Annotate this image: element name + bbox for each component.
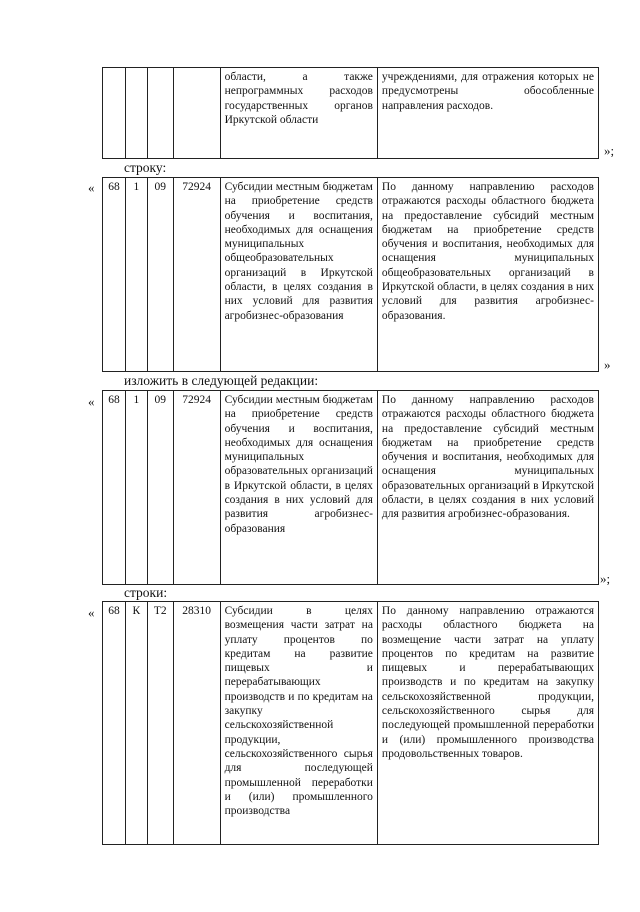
name-cell: области, а также непрограммных расходов государственных органов Иркутской области <box>221 68 378 158</box>
code-cell: 1 <box>126 178 148 371</box>
code-cell-empty <box>148 68 174 158</box>
code-cell-empty <box>174 68 221 158</box>
code-cell: 68 <box>103 178 126 371</box>
closing-quote: » <box>604 357 611 372</box>
opening-quote: « <box>88 605 95 620</box>
code-cell: 68 <box>103 391 126 584</box>
code-cell: 72924 <box>174 178 221 371</box>
code-cell: 09 <box>148 178 174 371</box>
closing-quote: »; <box>604 143 615 158</box>
description-cell: учреждениями, для отражения которых не предусмотрены обособленные направления расходов. <box>381 71 594 112</box>
section-label: строку: <box>124 160 167 175</box>
opening-quote: « <box>88 394 95 409</box>
code-cell: 28310 <box>174 602 221 844</box>
description-cell: По данному направлению расходов отражаются расходы областного бюджета на предоставление субсидий местным бюджетам на приобретение средств обучения и воспитания, необходимых для оснащения муниципальных общеобразовательных организаций в Иркутской области, в целях создания в них условий для развития агробизнес-образования. <box>381 181 594 322</box>
code-cell: Т2 <box>148 602 174 844</box>
opening-quote: « <box>88 180 95 195</box>
code-cell-empty <box>103 68 126 158</box>
section-label: изложить в следующей редакции: <box>124 373 319 388</box>
name-cell: Субсидии местным бюджетам на приобретение средств обучения и воспитания, необходимых для оснащения муниципальных образовательных организаций в Иркутской области, в целях создания в них условий для развития агробизнес-образования <box>221 391 378 584</box>
code-cell: 09 <box>148 391 174 584</box>
name-cell: Субсидии в целях возмещения части затрат на уплату процентов по кредитам на развитие пищевых и перерабатывающих производств и по кредитам на закупку сельскохозяйственной продукции, сельскохозяйственного сырья для последующей промышленной переработки и (или) промышленного производства <box>221 602 378 844</box>
closing-quote: »; <box>600 571 611 586</box>
code-cell: К <box>126 602 148 844</box>
description-cell: По данному направлению отражаются расходы областного бюджета на возмещение части затрат на уплату процентов по кредитам на развитие пищевых и перерабатывающих производств и по кредитам на закупку сельскохозяйственной продукции, сельскохозяйственного сырья для последующей промышленной переработки и (или) промышленного производства продовольственных товаров. <box>381 605 594 760</box>
section-label: строки: <box>124 585 168 600</box>
code-cell: 72924 <box>174 391 221 584</box>
table-row <box>102 601 599 845</box>
table-row-new <box>102 390 599 585</box>
code-cell: 68 <box>103 602 126 844</box>
code-cell: 1 <box>126 391 148 584</box>
table-row-continuation <box>102 67 599 159</box>
code-cell-empty <box>126 68 148 158</box>
table-row-old <box>102 177 599 372</box>
name-cell: Субсидии местным бюджетам на приобретение средств обучения и воспитания, необходимых для оснащения муниципальных общеобразовательных организаций в Иркутской области, в целях создания в них условий для развития агробизнес-образования <box>221 178 378 371</box>
description-cell: По данному направлению расходов отражаются расходы областного бюджета на предоставление субсидий местным бюджетам на приобретение средств обучения и воспитания, необходимых для оснащения муниципальных образовательных организаций в Иркутской области, в целях создания в них условий для развития агробизнес-образования. <box>381 394 594 521</box>
